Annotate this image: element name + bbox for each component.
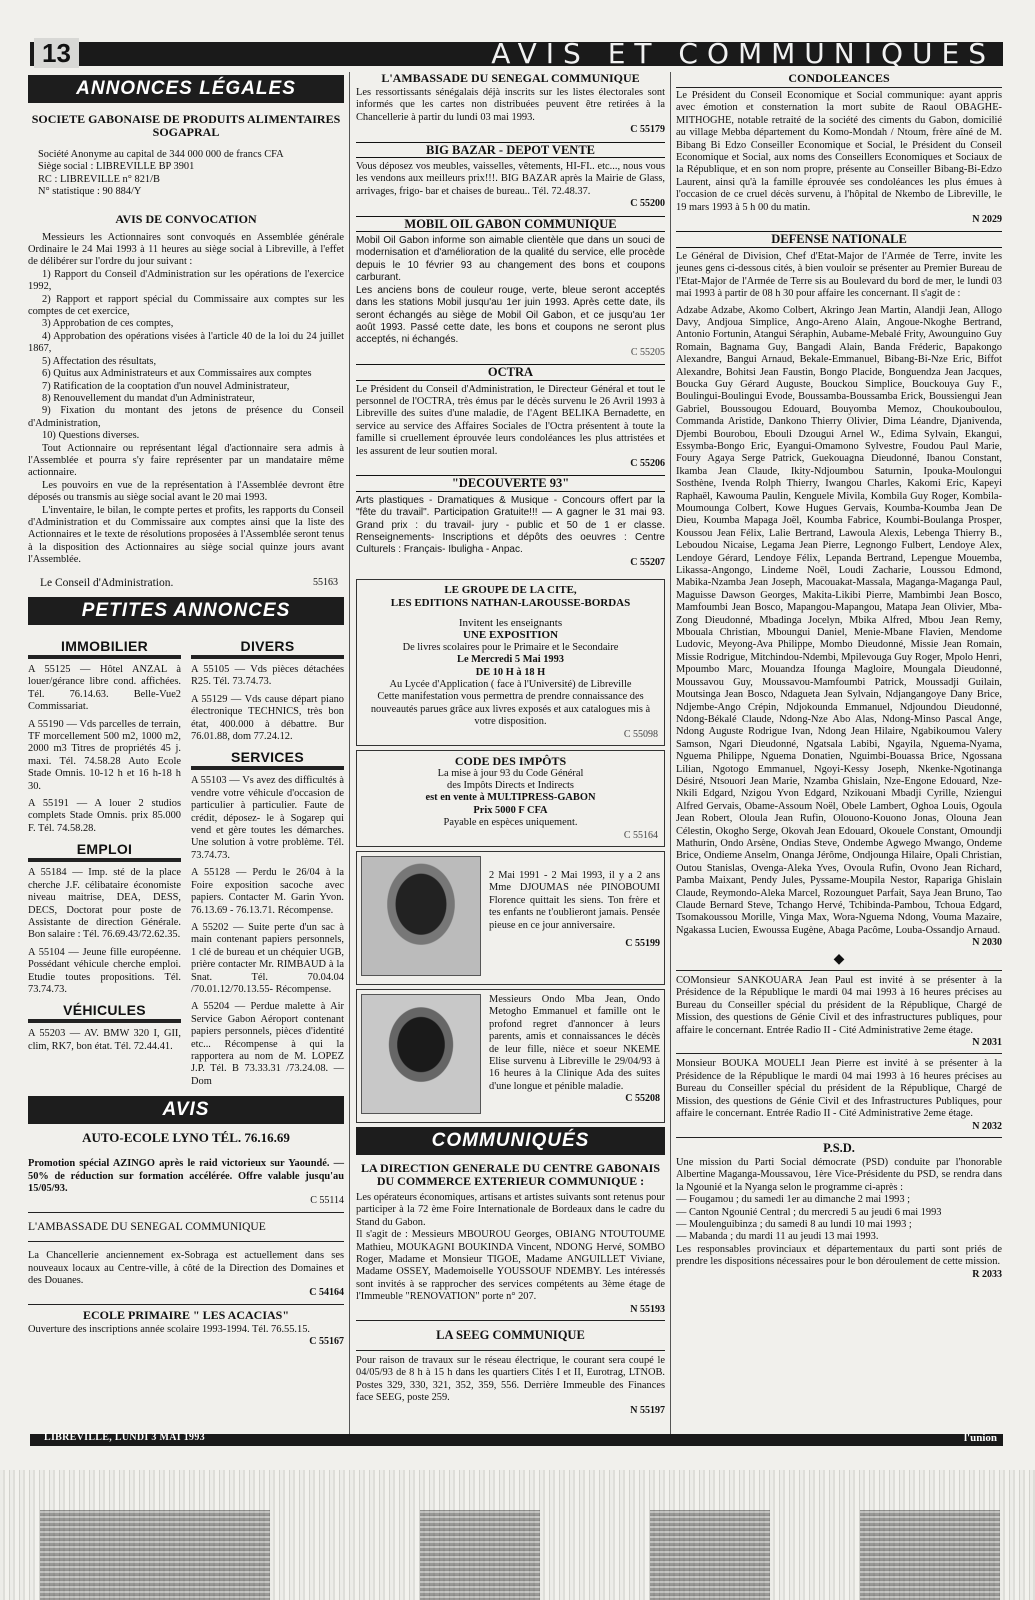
- company-name: SOCIETE GABONAISE DE PRODUITS ALIMENTAIRES SOGAPRAL: [31, 112, 341, 139]
- ambassade-title: L'AMBASSADE DU SENEGAL COMMUNIQUE: [28, 1220, 266, 1233]
- ad-item: A 55204 — Perdue malette à Air Service Gabon Aéroport contenant papiers personnels, pièces d'identité etc... Récompense à qui la rapportera au nom de M. LOPEZ J.P. Tél. B 73.33.31 /73.24.08. — Dom: [191, 1001, 344, 1087]
- psd-title: P.S.D.: [823, 1140, 855, 1155]
- communiques-header: COMMUNIQUÉS: [356, 1127, 665, 1155]
- convocation-title: AVIS DE CONVOCATION: [115, 211, 257, 226]
- column-3: CONDOLEANCES Le Président du Conseil Economique et Social communique: ayant appris avec émotion et consternation la mort subite de Raoul OBAGHE-MITHOGHE, notable retraité de la société des ciments du Gabon, domicilié au village Mebba département du Komo-Mondah / Ntoum, frère aîné de M. Bibang Bi Edzo Conseiller Economique et Social, le Président du Conseil Economique et Social, aux noms des Conseillers Economiques et Sociaux de la République, et en son nom propre, présente au Conseiller Bibang-Bi-Edzo Laurent, ainsi qu'à la famille éprouvée ses condoléances les plus émues à l'occasion de ce cruel décès survenu, à l'hôpital de Nkembo de Libreville, le 19 mars 1993 à 5 h 00 du matin. N 2029 DEFENSE NATIONALE Le Général de Division, Chef d'Etat-Major de l'Armée de Terre, invite les jeunes gens ci-dessous cités, à bien vouloir se présenter au Premier Bureau de l'Etat-Major de l'Armée de Terre sis au Boulevard du bord de mer, le lundi 03 mai 1993 à partir de 08 h 30 pour affaire les concernant. Il s'agit de : Adzabe Adzabe, Akomo Colbert, Akringo Jean Martin, Alandji Jean, Allogo Davy, Andjoua Simplice, Ango-Areno Alain, Angoue-Nkoghe Bertrand, Antonio Fortunin, Atangui Séraphin, Aubame-Mebalé Frity, Awounguino Guy Romain, Bagnama Guy, Bangadi Alain, Banda Fréderic, Bapakongo Alexandre, Bangui Arnaud, Bekale-Emmanuel, Bibang-Bi-Nze Eric, Biffot Alexandre, Bohitsi Jean Faustin, Bongo Placide, Bonguendza Jean Jacques, Boucka Guy Gérard Auguste, Bouckou Simplice, Bouckouya Guy F., Boulingui-Boulingui Evode, Boussamba-Boussamba Erick, Boussiengui Jean Gabriel, Boussougou Edouard, Bouyomba Memoz, Choukouboulou, Commanda Aristide, Dankono Thierry Olivier, Dima Léandre, Djanivenda, Djembi Bourobou, Ebouli Dzougui Arnel W., Edima Sylvain, Ekangui, Essymba-Bongo Eric, Eyangui-Omamono Sylvestre, Foudou Paul Marie, Foury Agaya Serge Patrick, Guekouagna Dieudonné, Ibanou Constant, Ikamba Jean Claude, Ikity-Ndjoumbou Saturnin, Ipouka-Moulongui Sosthène, Ivenda Rolph Thierry, Iwangou Charles, Kakomi Eric, Kapeyi Raphaël, Kawouma Paulin, Kenguele Mivila, Kombila Guy Roger, Kombila-Moumounga Colbert, Kowe Hugues Gervais, Koumba-Koumba Jean De Dieu, Koumba Mapaga Joël, Koumba Fabrice, Koumbi-Boulanga Prosper, Koussou Jean Félix, Lalie Bertrand, Lawoula Alexis, Lebenga Thierry B., Leboudou Nicaise, Legama Jean Pierre, Legnongo Fulbert, Lendoye Alex, Lendoye Gérard, Lendoye Félix, Lepanda Bertrand, Lepengue Mouemba, Likassa-Angongo, Lindeme Noël, Loudi Zacharie, Loussou Edmond, Mabika-Nzamba Jean Joseph, Macouakat-Massala, Maganga-Maganga Paul, Maguisse Dawson Georges, Makita-Likibi Pierre, Mambimbi Jean Bosco, Mamfoumbi Jean Bosco, Mapangou-Mapangou, Matapa Jean Olivier, Mba-Zong Dieudonné, Mbadinga Jocelyn, Mbika Alfred, Mbou Jean Remy, Mbouala Christian, Mboungui Daniel, Menie-Mbane Flavien, Mendome Ludovic, Meyong-Ava Philippe, Mombo Dieudonné, Missie Jean Romain, Missie Rodrigue, Mitchindou-Ndembi, Mpilevouga Guy Roger, Mpolo Henri, Mpoumbo Marc, Mouandza Ifounga Magloire, Moungala Dieudonné, Moussavou Guy, Moussavou-Mamfoumbi Patrick, Moussadji Guilain, Moutsinga Jean Bosco, Ndagueta Jean Sylvain, Ndjangangoye Dany Brice, Ndjembe-Ango Crépin, Ndjokounda Emmanuel, Ndjoundou Dieudonné, Ndong-Békalé Claude, Ndong-Nze Abo Alas, Ndong-Minso Pascal Ange, Ndong Auguste Rodrigue Ivan, Ndong Jean Hilaire, Ngabikoumou Valery Samson, Ngari Dieudonné, Ngatsala Labibi, Ngayila, Nguema-Nyama, Nguema Philippe, Nguema Donatien, Nguimbi-Bouassa Brice, Ngossana Lilian, Ngotogo Emmanuel, Ngoyi-Kessy Joseph, Nkenke-Ngotinanga Désiré, Ntsouori Jean Marie, Nzamba Ghislain, Nze-Engone Edouard, Nze-Nkili Edgard, Nzigou Yvon Edgard, Nzikouani Mbadji Cyrille, Nziengui Alfred Gervais, Obame-Assoum Noël, Obele Lambert, Oghoa Louis, Ogoula Jean Robert, Oloula Jean Rufin, Olouono-Kouono Jonas, Olouna Jean Célestin, Okogho Serge, Okovah Jean Edouard, Okouele Constant, Omoundji Mathurin, Ondo Arsène, Ondias Steve, Ondembe Agwego Mwango, Ondeme Brice, Ondieme Anselm, Onanga Jérôme, Ondjounga Hilaire, Opali Christian, Outou Stanislas, Ovenga-Aleka Yves, Ovoula Rufin, Ovono Jean Richard, Pamba Maixant, Pendy Jules, Pyssame-Moupila Nestor, Rapariga Ghislain Claude, Reymondo-Aleka Marcel, Rozounguet Parfait, Saya Jean Bruno, Tao Claude Bernard Steve, Tchango Hervé, Tchibinda-Pambou, Tchoua Edgard, Tsomakoussou Morille, Vinga Max, Wora-Nguema Ndong, Vouma Mazaire, Ngakassa Lucien, Ewoussa Eugène, Abaga Pacôme, Louba-Ossandjo Arnaud. N 2030 ◆ COMonsieur SANKOUARA Jean Paul est invité à se présenter à la Présidence de la République le mardi 04 mai 1993 à 16 heures précises au Bureau du Conseiller spécial du président de la République, Chargé de Mission, des questions de Génie Civil et des infrastructures publiques, pour affaire le concernant. Entrée Radio II - Cité Administrative 2eme étage. N 2031 Monsieur BOUKA MOUELI Jean Pierre est invité à se présenter à la Présidence de la République le mardi 04 mai 1993 à 16 heures précises au Bureau du Conseiller spécial du président de la République, Chargé de Mission, des questions de Génie Civil et des Infrastructures Publiques, pour affaire le concernant. Entrée Radio II - Cité Administrative 2eme étage. N 2032 P.S.D. Une mission du Parti Social démocrate (PSD) conduite par l'honorable Albertine Maganga-Moussavou, 1ère Vice-Présidente du PSD, se rendra dans la Ngounié et la Nyanga selon le programme ci-après : — Fougamou ; du samedi 1er au dimanche 2 mai 1993 ; — Canton Ngounié Central ; du mercredi 5 au jeudi 6 mai 1993 — Moulenguibinza ; du samedi 8 au lundi 10 mai 1993 ; — Mabanda ; du mardi 11 au jeudi 13 mai 1993. Les responsables provinciaux et départementaux du parti sont priés de prendre les dispositions nécessaires pour le bon déroulement de cette mission. R 2033: [676, 71, 1002, 1280]
- promo-text: Promotion spécial AZINGO après le raid victorieux sur Yaoundé. — 50% de réduction sur formation accélérée. Offre valable jusqu'au 15/05/93.: [28, 1158, 344, 1194]
- ad-item: A 55190 — Vds parcelles de terrain, TF morcellement 500 m2, 1000 m2, 2000 m3 Titres de propriétés 45 j. maxi. Tél. 74.58.28 Auto Ecole Stade Omnis. 10-12 h et 16 h-18 h 30.: [28, 718, 181, 792]
- psd-itinerary: — Fougamou ; du samedi 1er au dimanche 2 mai 1993 ; — Canton Ngounié Central ; du mercredi 5 au jeudi 6 mai 1993 — Moulenguibinza ; du samedi 8 au lundi 10 mai 1993 ; — Mabanda ; du mardi 11 au jeudi 13 mai 1993.: [676, 1194, 942, 1243]
- column-divider: [670, 72, 671, 1434]
- psd-text-2: Les responsables provinciaux et départementaux du parti sont priés de prendre les dispositions nécessaires pour le bon déroulement de cette mission.: [676, 1243, 1002, 1268]
- scan-artifact: [420, 1510, 540, 1600]
- condoleances-text: Le Président du Conseil Economique et Social communique: ayant appris avec émotion et consternation la mort subite de Raoul OBAGHE-MITHOGHE, notable retraité de la société des ciments du Gabon, domicilié au village Mebba département du Komo-Mondah / Ntoum, frère aîné de M. Bibang Bi Edzo Conseiller Economique et Social, le Président du Conseil Economique et Social, aux noms des Conseillers Economiques et Sociaux de la République, et en son nom propre, présente au Conseiller Bibang-Bi-Edzo Laurent, ainsi qu'à la famille éprouvée ses condoléances les plus émues à l'occasion de ce cruel décès survenu, à l'hôpital de Nkembo de Libreville, le 19 mars 1993 à 5 h 00 du matin.: [676, 90, 1002, 213]
- seeg-text: Pour raison de travaux sur le réseau électrique, le courant sera coupé le 04/05/93 de 8 h à 15 h dans les quartiers Cités I et II, Eurotrag, LTNOB. Postes 329, 330, 321, 352, 359, 556. Derrière Immeuble des Finances face SEEG, poste 259.: [356, 1355, 665, 1404]
- convocation-intro: Messieurs les Actionnaires sont convoqués en Assemblée générale Ordinaire le 24 Mai 1993 à 11 heures au siège social à Libreville, à l'effet de délibérer sur l'ordre du jour suivant :: [28, 231, 344, 268]
- bouka-text: Monsieur BOUKA MOUELI Jean Pierre est invité à se présenter à la Présidence de la République le mardi 04 mai 1993 à 16 heures précises au Bureau du Conseiller spécial du président de la République, Chargé de Mission, des questions de Génie Civil et des Infrastructures Publiques, pour affaire le concernant. Entrée Radio II - Cité Administrative 2eme étage.: [676, 1058, 1002, 1120]
- portrait-photo: [361, 856, 481, 976]
- dgccex-text-2: Il s'agit de : Messieurs MBOUROU Georges, OBIANG NTOUTOUME Mathieu, MOUKAGNI BOUKINDA Vincent, NDONG Hervé, SOMBO Roger, Madame et Monsieur TIGOE, Madame ANGUILLET Viviane, Madame OSSEY, Mademoiselle YOUSSOUF NDEMBY. Les intéressés sont invités à se rapprocher des services compétents au 3ème étage de l'Immeuble "RENOVATION" porte n° 207.: [356, 1229, 665, 1303]
- vehicules-title: VÉHICULES: [63, 1002, 146, 1019]
- immobilier-title: IMMOBILIER: [61, 638, 148, 654]
- petites-annonces: [28, 632, 344, 1088]
- defense-title: DEFENSE NATIONALE: [676, 231, 1002, 247]
- ecole-text: Ouverture des inscriptions année scolaire 1993-1994. Tél. 76.55.15.: [28, 1323, 311, 1335]
- column-divider: [349, 72, 350, 1434]
- ad-item: A 55202 — Suite perte d'un sac à main contenant papiers personnels, 1 clé de bureau et un chéquier UGB, prière contacter Mr. RIMBAUD à la Snat. Tél. 70.04.04 /70.01.12/70.13.55- Récompense.: [191, 921, 344, 995]
- ad-item: A 55125 — Hôtel ANZAL à louer/gérance libre cond. affichées. Tél. 76.14.63. Belle-Vue2 Commissariat.: [28, 664, 181, 713]
- mobil-title: MOBIL OIL GABON COMMUNIQUE: [356, 216, 665, 232]
- dgccex-title: LA DIRECTION GENERALE DU CENTRE GABONAIS DU COMMERCE EXTERIEUR COMMUNIQUE :: [360, 1160, 661, 1188]
- avis-header: AVIS: [28, 1096, 344, 1124]
- bazar-text: Vous déposez vos meubles, vaisselles, vêtements, HI-FI.. etc..., nous vous les vendons aux meilleurs prix!!!. BIG BAZAR après la Mairie de Glass, arrivages, frigo- bar et chaises de bureau.. Tél. 72.48.37.: [356, 161, 665, 197]
- groupe-cite-box: LE GROUPE DE LA CITE, LES EDITIONS NATHAN-LAROUSSE-BORDAS Invitent les enseignants UNE EXPOSITION De livres scolaires pour le Primaire et le Secondaire Le Mercredi 5 Mai 1993 DE 10 H à 18 H Au Lycée d'Application ( face à l'Université) de Libreville Cette manifestation vous permettra de prendre connaissance des nouveautés parues grâce aux livres exposés et aux catalogues mis à votre disposition. C 55098: [356, 579, 665, 746]
- annonces-legales-header: ANNONCES LÉGALES: [28, 75, 344, 103]
- convocation-signature: Le Conseil d'Administration. 55163: [40, 576, 338, 589]
- services-title: SERVICES: [231, 749, 304, 766]
- ad-item: A 55104 — Jeune fille européenne. Possédant véhicule cherche emploi. Etudie toutes propositions. Tél. 73.74.73.: [28, 946, 181, 995]
- mobil-text-2: Les anciens bons de couleur rouge, verte, bleue seront acceptés dans les stations Mobil jusqu'au 1er juin 1993. Après cette date, ils seront échangés au siège de Mobil Oil Gabon, et ce jusqu'au 1er août 1993. Passé cette date, les bons et coupons ne seront plus acceptés, ni échangés.: [356, 284, 665, 346]
- seeg-title: LA SEEG COMMUNIQUE: [436, 1328, 585, 1342]
- ad-item: A 55129 — Vds cause départ piano électronique TECHNICS, très bon état, 400.000 à débattre. Bur 76.01.88, dom 77.24.12.: [191, 693, 344, 743]
- mobil-text: Mobil Oil Gabon informe son aimable clientèle que dans un souci de modernisation et d'amélioration de la qualité du service, elle procède depuis le 10 février 93 au changement des bons et coupons carburant.: [356, 235, 665, 284]
- bazar-title: BIG BAZAR - DEPOT VENTE: [356, 142, 665, 158]
- defense-names: Adzabe Adzabe, Akomo Colbert, Akringo Jean Martin, Alandji Jean, Allogo Davy, Andjoua Simplice, Ango-Areno Alain, Angoue-Nkoghe Bertrand, Antonio Fortunin, Atangui Séraphin, Aubame-Mebalé Frity, Awounguino Guy Romain, Bagnama Guy, Bangadi Alain, Banda Fréderic, Bapakongo Alexandre, Bangui Arnaud, Bekale-Emmanuel, Bibang-Bi-Nze Eric, Biffot Alexandre, Bohitsi Jean Faustin, Bongo Placide, Bonguendza Jean Jacques, Boucka Guy Gérard Auguste, Bouckou Simplice, Bouckouya Guy F., Boulingui-Boulingui Evode, Boussamba-Boussamba Erick, Boussiengui Jean Gabriel, Boussougou Edouard, Bouyomba Memoz, Choukouboulou, Commanda Aristide, Dankono Thierry Olivier, Dima Léandre, Djanivenda, Djembi Bourobou, Ebouli Dzougui Arnel W., Edima Sylvain, Ekangui, Essymba-Bongo Eric, Eyangui-Omamono Sylvestre, Foudou Paul Marie, Foury Agaya Serge Patrick, Guekouagna Dieudonné, Ibanou Constant, Ikamba Jean Claude, Ikity-Ndjoumbou Saturnin, Ipouka-Moulongui Sosthène, Ivenda Rolph Thierry, Iwangou Charles, Kakomi Eric, Kapeyi Raphaël, Kawouma Paulin, Kenguele Mivila, Kombila Guy Roger, Kombila-Moumounga Colbert, Kowe Hugues Gervais, Koumba-Koumba Jean De Dieu, Koumba Mapaga Joël, Koumba Fabrice, Koumbi-Boulanga Prosper, Koussou Jean Félix, Lalie Bertrand, Lawoula Alexis, Lebenga Thierry B., Leboudou Nicaise, Legama Jean Pierre, Legnongo Fulbert, Lendoye Alex, Lendoye Gérard, Lendoye Félix, Lepanda Bertrand, Lepengue Mouemba, Likassa-Angongo, Lindeme Noël, Loudi Zacharie, Loussou Edmond, Mabika-Nzamba Jean Joseph, Macouakat-Massala, Maganga-Maganga Paul, Maguisse Dawson Georges, Makita-Likibi Pierre, Mambimbi Jean Bosco, Mamfoumbi Jean Bosco, Mapangou-Mapangou, Matapa Jean Olivier, Mba-Zong Dieudonné, Mbadinga Jocelyn, Mbika Alfred, Mbou Jean Remy, Mbouala Christian, Mboungui Daniel, Menie-Mbane Flavien, Mendome Ludovic, Meyong-Ava Philippe, Mombo Dieudonné, Missie Jean Romain, Missie Rodrigue, Mitchindou-Ndembi, Mpilevouga Guy Roger, Mpolo Henri, Mpoumbo Marc, Mouandza Ifounga Magloire, Moungala Dieudonné, Moussavou Guy, Moussavou-Mamfoumbi Patrick, Moussadji Guilain, Moutsinga Jean Bosco, Ndagueta Jean Sylvain, Ndjangangoye Dany Brice, Ndjembe-Ango Crépin, Ndjokounda Emmanuel, Ndjoundou Dieudonné, Ndong-Békalé Claude, Ndong-Nze Abo Alas, Ndong-Minso Pascal Ange, Ndong Auguste Rodrigue Ivan, Ndong Jean Hilaire, Ngabikoumou Valery Samson, Ngari Dieudonné, Ngatsala Labibi, Ngayila, Nguema-Nyama, Nguema Philippe, Nguema Donatien, Nguimbi-Bouassa Brice, Ngossana Lilian, Ngotogo Emmanuel, Ngoyi-Kessy Joseph, Nkenke-Ngotinanga Désiré, Ntsouori Jean Marie, Nzamba Ghislain, Nze-Engone Edouard, Nze-Nkili Edgard, Nzigou Yvon Edgard, Nzikouani Mbadji Cyrille, Nziengui Alfred Gervais, Obame-Assoum Noël, Obele Lambert, Oghoa Louis, Ogoula Jean Robert, Oloula Jean Rufin, Olouono-Kouono Jonas, Olouna Jean Célestin, Okogho Serge, Okovah Jean Edouard, Okouele Constant, Omoundji Mathurin, Ondo Arsène, Ondias Steve, Ondembe Agwego Mwango, Ondeme Brice, Ondieme Anselm, Onanga Jérôme, Ondjounga Hilaire, Opali Christian, Outou Stanislas, Ovenga-Aleka Yves, Ovoula Rufin, Ovono Jean Richard, Pamba Maixant, Pendy Jules, Pyssame-Moupila Nestor, Rapariga Ghislain Claude, Reymondo-Aleka Marcel, Rozounguet Parfait, Saya Jean Bruno, Tao Claude Bernard Steve, Tchango Hervé, Tchibinda-Pambou, Tchoua Edgard, Tsomakoussou Morille, Vinga Max, Wora-Nguema Ndong, Vouma Mazaire, Ngakassa Lucien, Ewoussa Eugène, Abaga Pacôme, Louba-Ossandjo Arnaud.: [676, 304, 1002, 936]
- section-rubric: AVIS ET COMMUNIQUES: [491, 37, 995, 70]
- dateline: LIBREVILLE, LUNDI 3 MAI 1993: [44, 1432, 205, 1443]
- djoumas-notice: 2 Mai 1991 - 2 Mai 1993, il y a 2 ans Mme DJOUMAS née PINOBOUMI Florence quittait les siens. Ton frère et tes enfants ne t'oublieront jamais. Pensée pieuse en ce jour anniversaire. C 55199: [356, 851, 665, 985]
- petites-right: [191, 632, 344, 1088]
- ad-item: A 55203 — AV. BMW 320 I, GII, clim, RK7, bon état. Tél. 72.44.41.: [28, 1028, 181, 1052]
- petites-annonces-header: PETITES ANNONCES: [28, 597, 344, 625]
- dgccex-text: Les opérateurs économiques, artisans et artistes suivants sont retenus pour participer à la 72 ème Foire Internationale de Bordeaux dans le cadre du Stand du Gabon.: [356, 1191, 665, 1228]
- sankouara-text: COMonsieur SANKOUARA Jean Paul est invité à se présenter à la Présidence de la République le mardi 04 mai 1993 à 16 heures précises au Bureau du Conseiller spécial du président de la République, Chargé de Mission, des questions de Génie Civil et des infrastructures publiques, pour affaire le concernant. Entrée Radio II - Cité Administrative 2eme étage.: [676, 975, 1002, 1036]
- scan-artifact: [860, 1510, 1000, 1600]
- auto-ecole-title: AUTO-ECOLE LYNO TÉL. 76.16.69: [82, 1130, 290, 1146]
- ad-item: A 55191 — A louer 2 studios complets Stade Omnis. prix 85.000 F. Tél. 74.58.28.: [28, 798, 181, 834]
- ad-item: A 55184 — Imp. sté de la place cherche J.F. célibataire économiste niveau maitrise, DEA, DESS, DECS, Doctorat pour poste de Assistante de direction Générale. Bon salaire : Tél. 76.69.43/72.62.35.: [28, 867, 181, 941]
- ad-item: A 55128 — Perdu le 26/04 à la Foire exposition sacoche avec papiers. Contacter M. Garin Yvon. 76.13.69 - 76.13.71. Récompense.: [191, 867, 344, 916]
- agenda-list: 1) Rapport du Conseil d'Administration sur les opérations de l'exercice 1992, 2) Rapport et rapport spécial du Commissaire aux comptes sur les comptes de cet exercice, 3) Approbation de ces comptes, 4) Approbation des opérations visées à l'article 40 de la loi du 24 juillet 1867, 5) Affectation des résultats, 6) Quitus aux Administrateurs et aux Commissaires aux comptes 7) Ratification de la cooptation d'un nouvel Administrateur, 8) Renouvellement du mandat d'un Administrateur, 9) Fixation du montant des jetons de présence du Conseil d'Administration, 10) Questions diverses.: [28, 268, 344, 442]
- diamond-ornament-icon: ◆: [833, 951, 845, 967]
- defense-text: Le Général de Division, Chef d'Etat-Major de l'Armée de Terre, invite les jeunes gens ci-dessous cités, à bien vouloir se présenter au Premier Bureau de l'Etat-Major de l'Armée de Terre sis au Boulevard du bord de mer, le lundi 03 mai 1993 à partir de 08 h 30 pour affaire les concernant. Il s'agit de :: [676, 250, 1002, 300]
- code-impots-box: CODE DES IMPÔTS La mise à jour 93 du Code Général des Impôts Directs et Indirects est en vente à MULTIPRESS-GABON Prix 5000 F CFA Payable en espèces uniquement. C 55164: [356, 750, 665, 847]
- column-1: ANNONCES LÉGALES SOCIETE GABONAISE DE PRODUITS ALIMENTAIRES SOGAPRAL Société Anonyme au capital de 344 000 000 de francs CFA Siège social : LIBREVILLE BP 3901 RC : LIBREVILLE n° 821/B N° statistique : 90 884/Y AVIS DE CONVOCATION Messieurs les Actionnaires sont convoqués en Assemblée générale Ordinaire le 24 Mai 1993 à 11 heures au siège social à Libreville, à l'effet de délibérer sur l'ordre du jour suivant : 1) Rapport du Conseil d'Administration sur les opérations de l'exercice 1992, 2) Rapport et rapport spécial du Commissaire aux comptes sur les comptes de cet exercice, 3) Approbation de ces comptes, 4) Approbation des opérations visées à l'article 40 de la loi du 24 juillet 1867, 5) Affectation des résultats, 6) Quitus aux Administrateurs et aux Commissaires aux comptes 7) Ratification de la cooptation d'un nouvel Administrateur, 8) Renouvellement du mandat d'un Administrateur, 9) Fixation du montant des jetons de présence du Conseil d'Administration, 10) Questions diverses. Tout Actionnaire ou représentant légal d'actionnaire sera admis à l'Assemblée et pourra s'y faire représenter par un mandataire même actionnaire. Les pouvoirs en vue de la représentation à l'Assemblée devront être déposés ou transmis au siège social avant le 20 mai 1993. L'inventaire, le bilan, le compte pertes et profits, les rapports du Conseil d'Administration et du Commissaire aux comptes ainsi que la liste des Actionnaires et le texte de résolutions proposées à l'Assemblée seront tenus à la disposition des Actionnaires au siège social quinze jours avant l'Assemblée. Le Conseil d'Administration. 55163 PETITES ANNONCES IMMOBILIER A 55125 — Hôtel ANZAL à louer/gérance libre cond. affichées. Tél. 76.14.63. Belle-Vue2 Commissariat. A 55190 — Vds parcelles de terrain, TF morcellement 500 m2, 1000 m2, 2000 m3 Titres de propriétés 45 j. maxi. Tél. 74.58.28 Auto Ecole Stade Omnis. 10-12 h et 16 h-18 h 30. A 55191 — A louer 2 studios complets Stade Omnis. prix 85.000 F. Tél. 74.58.28. EMPLOI A 55184 — Imp. sté de la place cherche J.F. célibataire économiste niveau maitrise, DEA, DESS, DECS, Doctorat pour poste de Assistante de direction Générale. Bon salaire : Tél. 76.69.43/72.62.35. A 55104 — Jeune fille européenne. Possédant véhicule cherche emploi. Etudie toutes propositions. Tél. 73.74.73. VÉHICULES A 55203 — AV. BMW 320 I, GII, clim, RK7, bon état. Tél. 72.44.41. DIVERS A 55105 — Vds pièces détachées R25. Tél. 73.74.73. A 55129 — Vds cause départ piano électronique TECHNICS, très bon état, 400.000 à débattre. Bur 76.01.88, dom 77.24.12. SERVICES A 55103 — Vs avez des difficultés à vendre votre véhicule d'occasion de particulier à particulier. Faute de crédit, déposez- le à Sogarep qui vend et gère toutes les démarches. Une solution à votre problème. Tél. 73.74.73. A 55128 — Perdu le 26/04 à la Foire exposition sacoche avec papiers. Contacter M. Garin Yvon. 76.13.69 - 76.13.71. Récompense. A 55202 — Suite perte d'un sac à main contenant papiers personnels, 1 clé de bureau et un chéquier UGB, prière contacter Mr. RIMBAUD à la Snat. Tél. 70.04.04 /70.01.12/70.13.55- Récompense. A 55204 — Perdue malette à Air Service Gabon Aéroport contenant papiers personnels, pièces d'identité etc... Récompense à qui la rapportera au nom de M. LOPEZ J.P. Tél. B 73.33.31 /73.24.08. — Dom AVIS AUTO-ECOLE LYNO TÉL. 76.16.69 Promotion spécial AZINGO après le raid victorieux sur Yaoundé. — 50% de réduction sur formation accélérée. Offre valable jusqu'au 15/05/93. C 55114 L'AMBASSADE DU SENEGAL COMMUNIQUE La Chancellerie anciennement ex-Sobraga est actuellement dans ses nouveaux locaux au Centre-ville, à côté de la Direction des Domaines et des Douanes. C 54164 ECOLE PRIMAIRE " LES ACACIAS" Ouverture des inscriptions année scolaire 1993-1994. Tél. 76.55.15. C 55167: [28, 72, 344, 1349]
- petites-left: [28, 632, 181, 1088]
- divers-title: DIVERS: [240, 638, 295, 654]
- ad-item: A 55103 — Vs avez des difficultés à vendre votre véhicule d'occasion de particulier à particulier. Faute de crédit, déposez- le à Sogarep qui vend et gère toutes les démarches. Une solution à votre problème. Tél. 73.74.73.: [191, 775, 344, 861]
- scan-artifact: [40, 1510, 270, 1600]
- scan-artifact: [650, 1510, 770, 1600]
- page-number: 13: [34, 38, 79, 68]
- column-2: L'AMBASSADE DU SENEGAL COMMUNIQUE Les ressortissants sénégalais déjà inscrits sur les listes électorales sont informés que les cartes non distribuées peuvent être retirées à la Chancellerie à partir du lundi 03 mai 1993. C 55179 BIG BAZAR - DEPOT VENTE Vous déposez vos meubles, vaisselles, vêtements, HI-FI.. etc..., nous vous les vendons aux meilleurs prix!!!. BIG BAZAR après la Mairie de Glass, arrivages, frigo- bar et chaises de bureau.. Tél. 72.48.37. C 55200 MOBIL OIL GABON COMMUNIQUE Mobil Oil Gabon informe son aimable clientèle que dans un souci de modernisation et d'amélioration de la qualité du service, elle procède depuis le 10 février 93 au changement des bons et coupons carburant. Les anciens bons de couleur rouge, verte, bleue seront acceptés dans les stations Mobil jusqu'au 1er juin 1993. Après cette date, ils seront échangés au siège de Mobil Oil Gabon, et ce jusqu'au 1er août 1993. Passé cette date, les bons et coupons ne seront plus acceptés, ni échangés. C 55205 OCTRA Le Président du Conseil d'Administration, le Directeur Général et tout le personnel de l'OCTRA, très émus par le décès survenu le 26 Avril 1993 à Libreville des suites d'une maladie, de l'Agent BELIKA Bernadette, en service au service des Affaires Sociales de l'Octra présentent à toute la famille si cruellement éprouvée leurs condoléances les plus attristées et les assurent de leur soutien moral. C 55206 "DECOUVERTE 93" Arts plastiques - Dramatiques & Musique - Concours offert par la "fête du travail". Participation Gratuite!!! — A gagner le 31 mai 93. Grand prix : du travail- jury - public et 50 de 1 er classe. Renseignements- Inscriptions et dépôts des oeuvres : Centre Culturels : Français- Ibuligha - Anpac. C 55207 LE GROUPE DE LA CITE, LES EDITIONS NATHAN-LAROUSSE-BORDAS Invitent les enseignants UNE EXPOSITION De livres scolaires pour le Primaire et le Secondaire Le Mercredi 5 Mai 1993 DE 10 H à 18 H Au Lycée d'Application ( face à l'Université) de Libreville Cette manifestation vous permettra de prendre connaissance des nouveautés parues grâce aux livres exposés et aux catalogues mis à votre disposition. C 55098 CODE DES IMPÔTS La mise à jour 93 du Code Général des Impôts Directs et Indirects est en vente à MULTIPRESS-GABON Prix 5000 F CFA Payable en espèces uniquement. C 55164 2 Mai 1991 - 2 Mai 1993, il y a 2 ans Mme DJOUMAS née PINOBOUMI Florence quittait les siens. Ton frère et tes enfants ne t'oublieront jamais. Pensée pieuse en ce jour anniversaire. C 55199 Messieurs Ondo Mba Jean, Ondo Metogho Emmanuel et famille ont le profond regret d'annoncer à leurs parents, amis et connaissances le décès de leur fille, nièce et soeur NKEME Elise survenu à Libreville le 29/04/93 à 16 heures à la Clinique Ada des suites d'une longue et pénible maladie. C 55208 COMMUNIQUÉS LA DIRECTION GENERALE DU CENTRE GABONAIS DU COMMERCE EXTERIEUR COMMUNIQUE : Les opérateurs économiques, artisans et artistes suivants sont retenus pour participer à la 72 ème Foire Internationale de Bordeaux dans le cadre du Stand du Gabon. Il s'agit de : Messieurs MBOUROU Georges, OBIANG NTOUTOUME Mathieu, MOUKAGNI BOUKINDA Vincent, NDONG Hervé, SOMBO Roger, Madame et Monsieur TIGOE, Madame ANGUILLET Viviane, Madame OSSEY, Mademoiselle YOUSSOUF NDEMBY. Les intéressés sont invités à se rapprocher des services compétents au 3ème étage de l'Immeuble "RENOVATION" porte n° 207. N 55193 LA SEEG COMMUNIQUE Pour raison de travaux sur le réseau électrique, le courant sera coupé le 04/05/93 de 8 h à 15 h dans les quartiers Cités I et II, Eurotrag, LTNOB. Postes 329, 330, 321, 352, 359, 556. Derrière Immeuble des Finances face SEEG, poste 259. N 55197: [356, 71, 665, 1416]
- amb-senegal-title: L'AMBASSADE DU SENEGAL COMMUNIQUE: [381, 71, 640, 85]
- ondo-notice: Messieurs Ondo Mba Jean, Ondo Metogho Emmanuel et famille ont le profond regret d'annoncer à leurs parents, amis et connaissances le décès de leur fille, nièce et soeur NKEME Elise survenu à Libreville le 29/04/93 à 16 heures à la Clinique Ada des suites d'une longue et pénible maladie. C 55208: [356, 989, 665, 1123]
- amb-senegal-text: Les ressortissants sénégalais déjà inscrits sur les listes électorales sont informés que les cartes non distribuées peuvent être retirées à la Chancellerie à partir du lundi 03 mai 1993.: [356, 87, 665, 123]
- octra-title: OCTRA: [356, 364, 665, 380]
- portrait-photo: [361, 994, 481, 1114]
- decouverte-text: Arts plastiques - Dramatiques & Musique - Concours offert par la "fête du travail". Participation Gratuite!!! — A gagner le 31 mai 93. Grand prix : du travail- jury - public et 50 de 1 er classe. Renseignements- Inscriptions et dépôts des oeuvres : Centre Culturels : Français- Ibuligha - Anpac.: [356, 494, 665, 556]
- newspaper-name: l'union: [963, 1432, 997, 1444]
- decouverte-title: "DECOUVERTE 93": [356, 475, 665, 491]
- condoleances-title: CONDOLEANCES: [788, 71, 890, 85]
- ecole-title: ECOLE PRIMAIRE " LES ACACIAS": [82, 1307, 290, 1322]
- ambassade-text: La Chancellerie anciennement ex-Sobraga est actuellement dans ses nouveaux locaux au Centre-ville, à côté de la Direction des Domaines et des Douanes.: [28, 1250, 344, 1287]
- company-info: Société Anonyme au capital de 344 000 000 de francs CFA Siège social : LIBREVILLE BP 3901 RC : LIBREVILLE n° 821/B N° statistique : 90 884/Y: [38, 149, 284, 198]
- ad-item: A 55105 — Vds pièces détachées R25. Tél. 73.74.73.: [191, 664, 344, 688]
- emploi-title: EMPLOI: [76, 841, 133, 858]
- psd-text: Une mission du Parti Social démocrate (PSD) conduite par l'honorable Albertine Maganga-Moussavou, 1ère Vice-Présidente du PSD, se rendra dans la Ngounié et la Nyanga selon le programme ci-après :: [676, 1156, 1002, 1193]
- octra-text: Le Président du Conseil d'Administration, le Directeur Général et tout le personnel de l'OCTRA, très émus par le décès survenu le 26 Avril 1993 à Libreville des suites d'une maladie, de l'Agent BELIKA Bernadette, en service au service des Affaires Sociales de l'Octra présentent à toute la famille si cruellement éprouvée leurs condoléances les plus attristées et les assurent de leur soutien moral.: [356, 383, 665, 457]
